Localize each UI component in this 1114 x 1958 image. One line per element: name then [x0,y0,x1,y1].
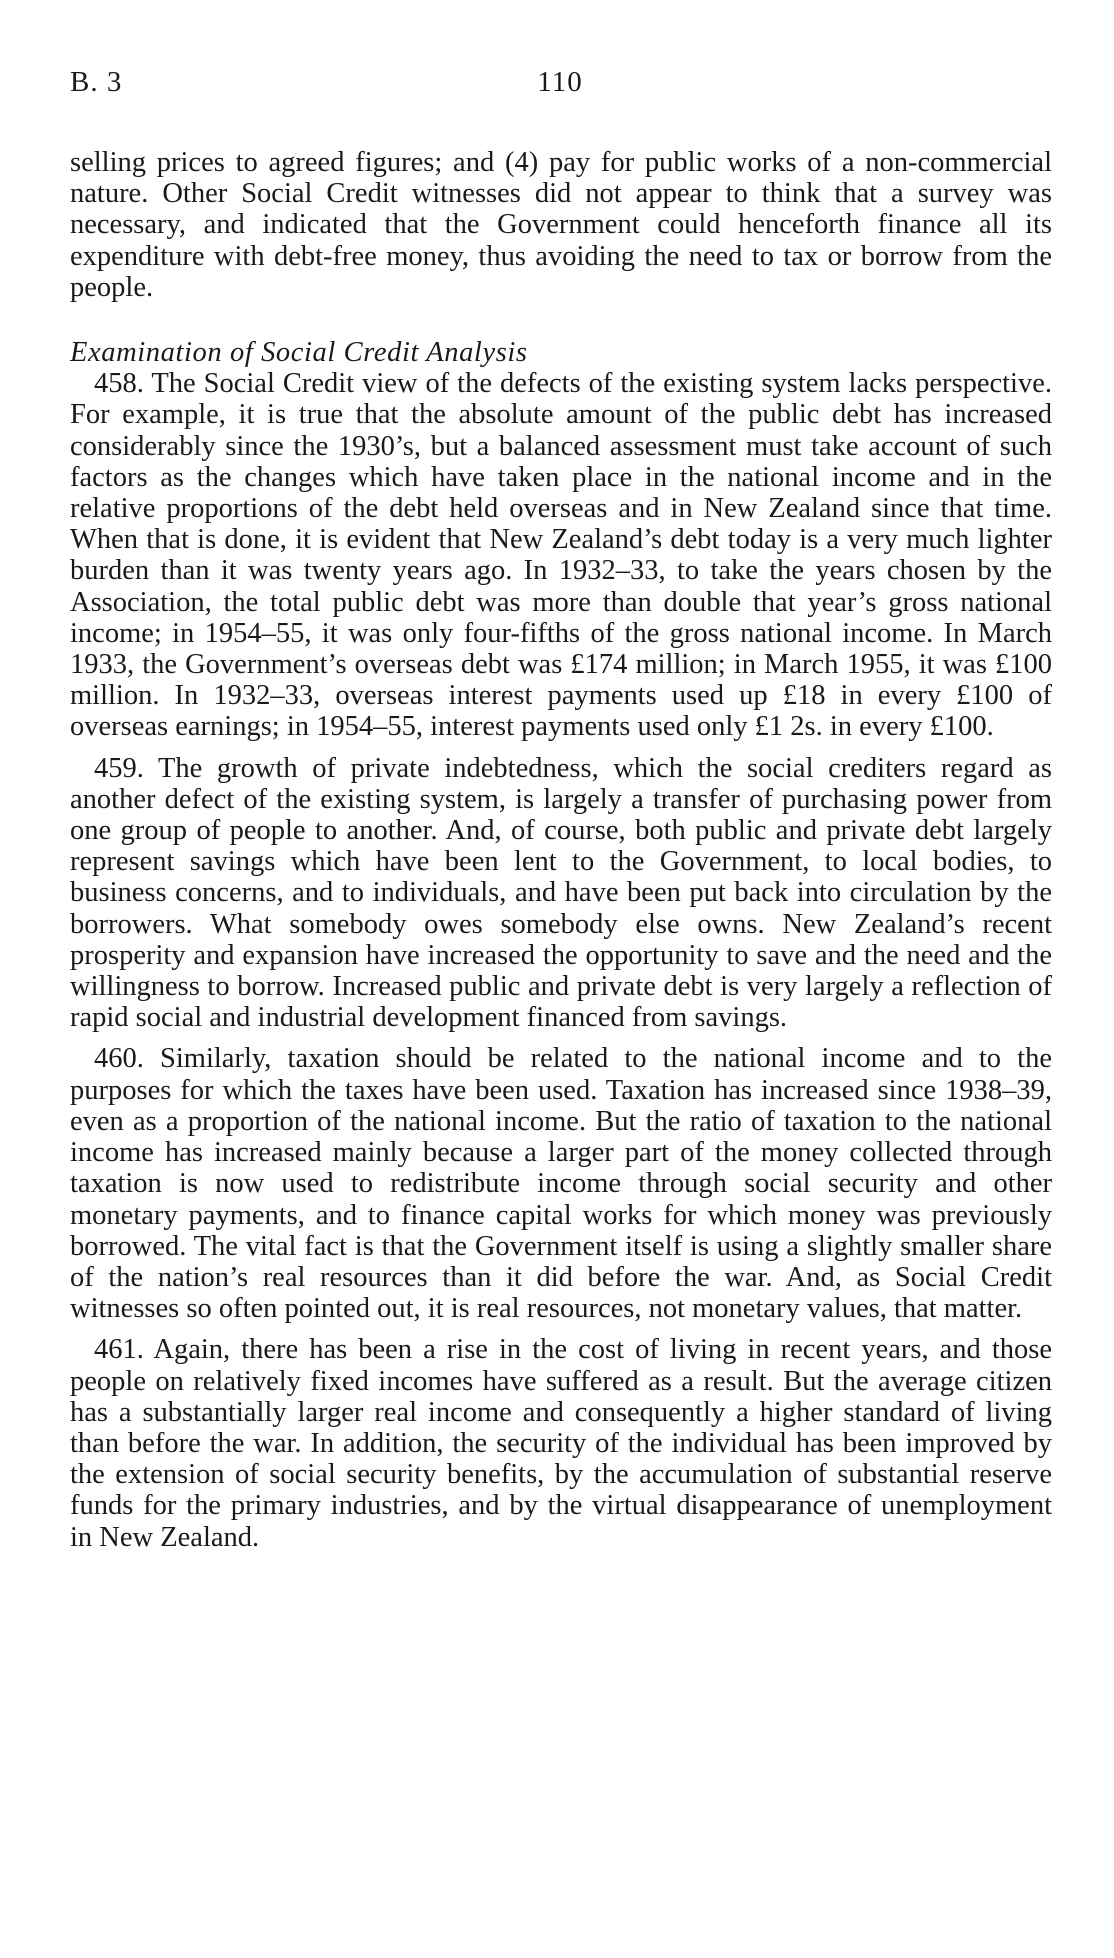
paragraph-text: The Social Credit view of the defects of the existing system lacks perspective. For example, it is true that the absolute amount of the public debt has increased considerably since the 1930’s, but a balanced assessment must take account of such factors as the changes which have taken place in the national income and in the relative proportions of the debt held overseas and in New Zealand since that time. When that is done, it is evident that New Zealand’s debt today is a very much lighter burden than it was twenty years ago. In 1932–33, to take the years chosen by the Association, the total public debt was more than double that year’s gross national income; in 1954–55, it was only four-fifths of the gross national income. In March 1933, the Government’s overseas debt was £174 million; in March 1955, it was £100 million. In 1932–33, overseas interest payments used up £18 in every £100 of overseas earnings; in 1954–55, interest payments used only £1 2s. in every £100. [70,368,1052,743]
paragraph-number: 459. [94,752,144,784]
document-reference: B. 3 [70,66,123,98]
paragraph-461 [70,1334,1052,1552]
paragraph-text: The growth of private indebtedness, which the social crediters regard as another defect of the existing system, is largely a transfer of purchasing power from one group of people to another. And, of course, both public and private debt largely represent savings which have been lent to the Government, to local bodies, to business concerns, and to individuals, and have been put back into circulation by the borrowers. What somebody owes somebody else owns. New Zealand’s recent prosperity and expansion have increased the opportunity to save and the need and the willingness to borrow. Increased public and private debt is very largely a reflection of rapid social and industrial development financed from savings. [70,752,1052,1034]
paragraph-460 [70,1043,1052,1324]
paragraph-spacer [70,1033,1052,1043]
paragraph-spacer [70,1324,1052,1334]
paragraph-459 [70,753,1052,1034]
paragraph-spacer [70,743,1052,753]
intro-paragraph: selling prices to agreed figures; and (4) pay for public works of a non-commercial nature. Other Social Credit witnesses did not appear to think that a survey was necessary, and indicated that the Government could henceforth finance all its expenditure with debt-free money, thus avoiding the need to tax or borrow from the people. [70,147,1052,303]
section-heading: Examination of Social Credit Analysis [70,337,528,369]
document-body [70,147,1052,1553]
page-number: 110 [537,66,583,98]
section-spacer [70,303,1052,337]
paragraph-number: 460. [94,1043,144,1075]
paragraph-number: 461. [94,1334,144,1366]
paragraph-458 [70,368,1052,742]
paragraph-number: 458. [94,368,144,400]
page-header [70,66,1050,106]
paragraph-text: Similarly, taxation should be related to the national income and to the purposes for which the taxes have been used. Taxation has increased since 1938–39, even as a proportion of the national income. But the ratio of taxation to the national income has increased mainly because a larger part of the money collected through taxation is now used to redistribute income through social security and other monetary payments, and to finance capital works for which money was previously borrowed. The vital fact is that the Government itself is using a slightly smaller share of the nation’s real resources than it did before the war. And, as Social Credit witnesses so often pointed out, it is real resources, not monetary values, that matter. [70,1043,1052,1325]
paragraph-text: Again, there has been a rise in the cost of living in recent years, and those people on relatively fixed incomes have suffered as a result. But the average citizen has a substantially larger real income and consequently a higher standard of living than before the war. In addition, the security of the individual has been improved by the extension of social security benefits, by the accumulation of substantial reserve funds for the primary industries, and by the virtual disappearance of unemployment in New Zealand. [70,1334,1052,1553]
